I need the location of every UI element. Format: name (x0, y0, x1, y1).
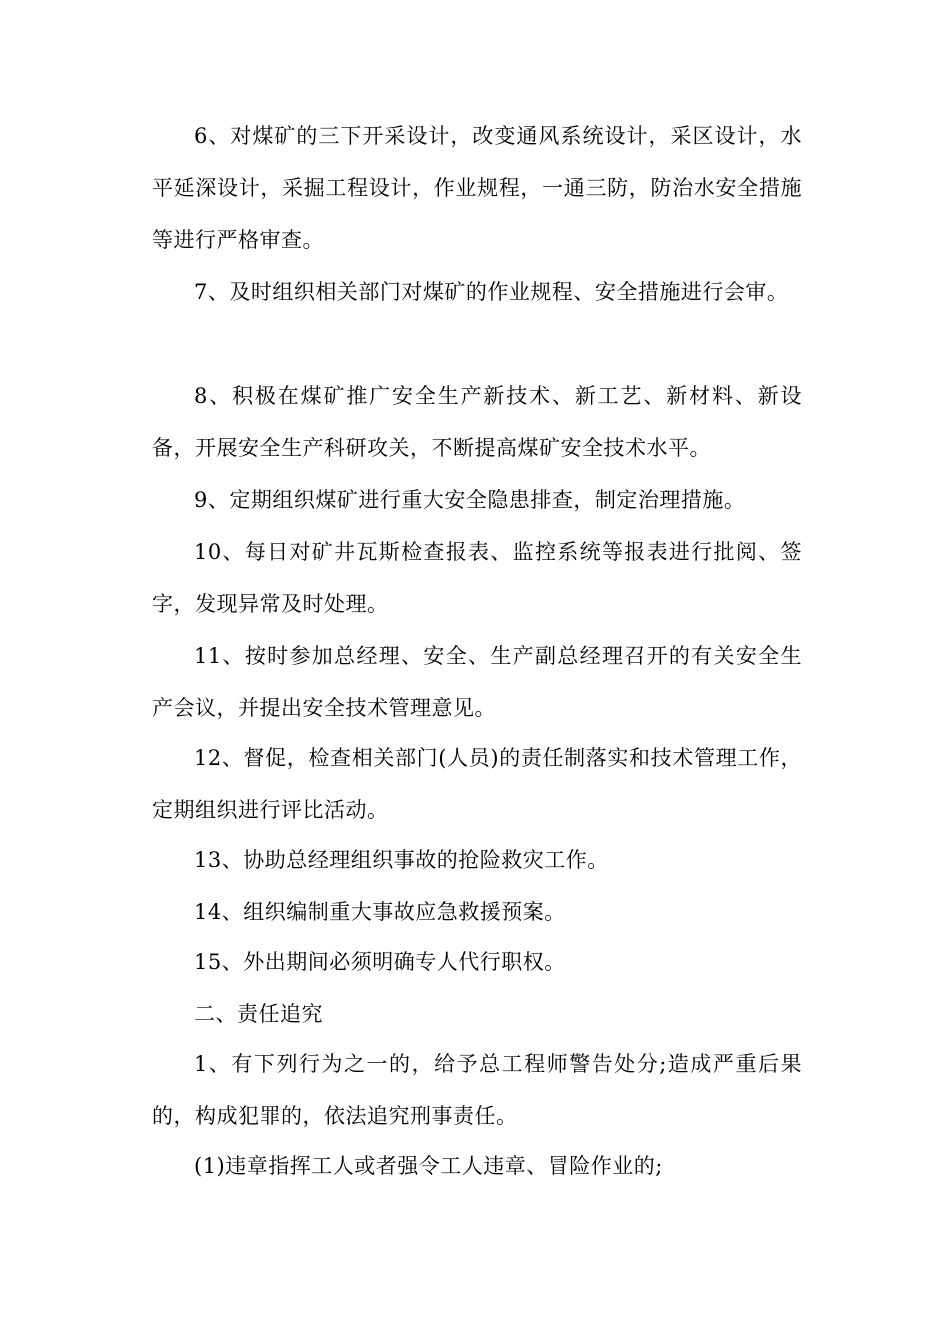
paragraph-item-6: 6、对煤矿的三下开采设计，改变通风系统设计，采区设计，水平延深设计，采掘工程设计，作业规程，一通三防，防治水安全措施等进行严格审查。 (152, 124, 802, 252)
paragraph-item-8: 8、积极在煤矿推广安全生产新技术、新工艺、新材料、新设备，开展安全生产科研攻关，不断提高煤矿安全技术水平。 (152, 384, 802, 460)
paragraph-liability-1-sub-1: (1)违章指挥工人或者强令工人违章、冒险作业的; (194, 1154, 663, 1178)
paragraph-item-11: 11、按时参加总经理、安全、生产副总经理召开的有关安全生产会议，并提出安全技术管理意见。 (152, 644, 802, 720)
paragraph-liability-1: 1、有下列行为之一的，给予总工程师警告处分;造成严重后果的，构成犯罪的，依法追究刑事责任。 (152, 1052, 802, 1128)
paragraph-item-9: 9、定期组织煤矿进行重大安全隐患排查，制定治理措施。 (194, 488, 746, 512)
paragraph-item-12: 12、督促，检查相关部门(人员)的责任制落实和技术管理工作，定期组织进行评比活动。 (152, 746, 802, 822)
paragraph-item-7: 7、及时组织相关部门对煤矿的作业规程、安全措施进行会审。 (194, 280, 789, 304)
paragraph-item-10: 10、每日对矿井瓦斯检查报表、监控系统等报表进行批阅、签字，发现异常及时处理。 (152, 540, 802, 616)
section-heading-liability: 二、责任追究 (194, 1002, 323, 1026)
paragraph-item-13: 13、协助总经理组织事故的抢险救灾工作。 (194, 848, 609, 872)
paragraph-item-15: 15、外出期间必须明确专人代行职权。 (194, 950, 566, 974)
paragraph-item-14: 14、组织编制重大事故应急救援预案。 (194, 900, 566, 924)
